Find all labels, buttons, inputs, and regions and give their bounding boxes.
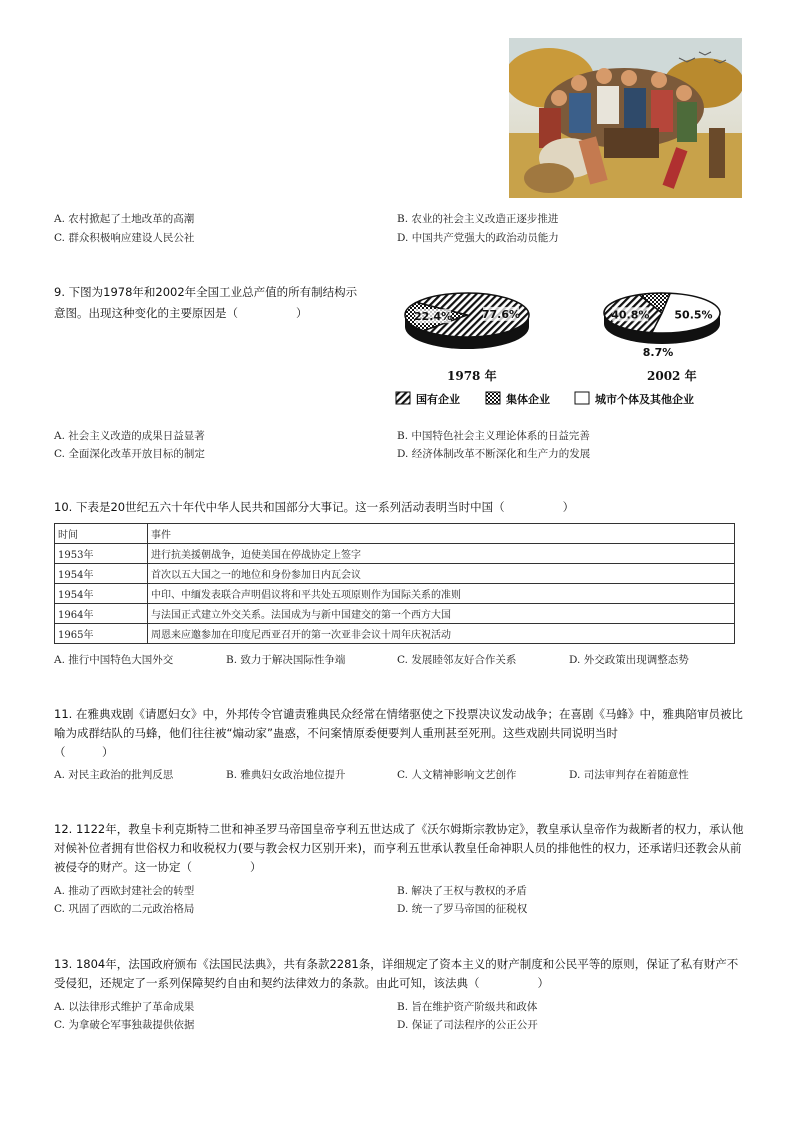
header-event: 事件 xyxy=(148,524,735,544)
q12-option-b: B. 解决了王权与教权的矛盾 xyxy=(397,885,527,897)
q12-stem: 12. 1122年，教皇卡利克斯特二世和神圣罗马帝国皇帝亨利五世达成了《沃尔姆斯宗教协定》，教皇承认皇帝作为裁断者的权力，承认他对候补位者拥有世俗权力和收税权力(要与教会权力区别开来)，而亨利五世承认教皇任命神职人员的排他性的权力，还承诺归还教会从前被侵夺的财产。这一协定（ ） xyxy=(54,822,744,874)
q12-option-d: D. 统一了罗马帝国的征税权 xyxy=(397,903,528,915)
header-time: 时间 xyxy=(55,524,148,544)
q11-option-b: B. 雅典妇女政治地位提升 xyxy=(226,769,346,781)
q8-painting xyxy=(509,38,742,198)
q10-events-table xyxy=(54,523,735,644)
row-time: 1954年 xyxy=(55,584,148,604)
legend-label-collective: 集体企业 xyxy=(506,393,550,406)
pie-slice-label: 77.6% xyxy=(481,307,521,321)
q12-option-c: C. 巩固了西欧的二元政治格局 xyxy=(54,903,195,915)
legend-swatch-collective xyxy=(486,392,500,404)
table-row xyxy=(55,584,735,604)
q9-stem-line1: 9. 下图为1978年和2002年全国工业总产值的所有制结构示 xyxy=(54,285,358,299)
q11-answer-blank: （ ） xyxy=(54,745,114,759)
pie-slice-label: 8.7% xyxy=(642,346,674,359)
q8-option-c: C. 群众积极响应建设人民公社 xyxy=(54,232,195,244)
row-event: 首次以五大国之一的地位和身份参加日内瓦会议 xyxy=(148,564,735,584)
pie-1978-year-label: 1978 年 xyxy=(447,369,497,383)
q10-option-b: B. 致力于解决国际性争端 xyxy=(226,654,346,666)
q13-option-d: D. 保证了司法程序的公正公开 xyxy=(397,1019,538,1031)
q11-option-a: A. 对民主政治的批判反思 xyxy=(54,769,174,781)
q9-option-a: A. 社会主义改造的成果日益显著 xyxy=(54,430,205,442)
row-event: 周恩来应邀参加在印度尼西亚召开的第一次亚非会议十周年庆祝活动 xyxy=(148,624,735,644)
q9-option-c: C. 全面深化改革开放目标的制定 xyxy=(54,448,205,460)
table-row xyxy=(55,624,735,644)
q11-option-d: D. 司法审判存在着随意性 xyxy=(569,769,689,781)
row-time: 1965年 xyxy=(55,624,148,644)
q13-option-b: B. 旨在维护资产阶级共和政体 xyxy=(397,1001,538,1013)
row-time: 1964年 xyxy=(55,604,148,624)
row-event: 进行抗美援朝战争，迫使美国在停战协定上签字 xyxy=(148,544,735,564)
legend-label-state: 国有企业 xyxy=(416,393,460,406)
q8-option-b: B. 农业的社会主义改造正逐步推进 xyxy=(397,213,559,225)
legend-swatch-private xyxy=(575,392,589,404)
q11-option-c: C. 人文精神影响文艺创作 xyxy=(397,769,517,781)
q9-option-d: D. 经济体制改革不断深化和生产力的发展 xyxy=(397,448,591,460)
q13-option-c: C. 为拿破仑军事独裁提供依据 xyxy=(54,1019,195,1031)
q9-pie-chart xyxy=(392,285,737,415)
row-time: 1953年 xyxy=(55,544,148,564)
table-header-row xyxy=(55,524,735,544)
pie-slice-label: 50.5% xyxy=(674,308,713,322)
q10-option-c: C. 发展睦邻友好合作关系 xyxy=(397,654,517,666)
q10-stem: 10. 下表是20世纪五六十年代中华人民共和国部分大事记。这一系列活动表明当时中国（ ） xyxy=(54,500,575,514)
pie-2002-year-label: 2002 年 xyxy=(647,369,697,383)
q9-stem-line2: 意图。出现这种变化的主要原因是（ ） xyxy=(54,306,308,320)
pie-slice-label: 22.4% xyxy=(413,310,453,324)
q12-option-a: A. 推动了西欧封建社会的转型 xyxy=(54,885,195,897)
q8-option-d: D. 中国共产党强大的政治动员能力 xyxy=(397,232,559,244)
table-row xyxy=(55,544,735,564)
legend-swatch-state xyxy=(396,392,410,404)
q13-stem: 13. 1804年，法国政府颁布《法国民法典》，共有条款2281条，详细规定了资本主义的财产制度和公民平等的原则，保证了私有财产不受侵犯，还规定了一系列保障契约自由和契约法律效力的条款。由此可知，该法典（ ） xyxy=(54,957,739,990)
legend-label-private: 城市个体及其他企业 xyxy=(595,393,694,406)
q10-option-a: A. 推行中国特色大国外交 xyxy=(54,654,174,666)
table-row xyxy=(55,604,735,624)
q8-option-a: A. 农村掀起了土地改革的高潮 xyxy=(54,213,195,225)
q11-stem: 11. 在雅典戏剧《请愿妇女》中，外邦传令官谴责雅典民众经常在情绪驱使之下投票决议发动战争；在喜剧《马蜂》中，雅典陪审员被比喻为成群结队的马蜂，他们往往被“煽动家”蛊惑，不问案情原委便要判人重刑甚至死刑。这些戏剧共同说明当时 （ ） xyxy=(54,707,743,759)
row-time: 1954年 xyxy=(55,564,148,584)
q10-option-d: D. 外交政策出现调整态势 xyxy=(569,654,689,666)
row-event: 中印、中缅发表联合声明倡议将和平共处五项原则作为国际关系的准则 xyxy=(148,584,735,604)
pie-slice-label: 40.8% xyxy=(611,308,650,322)
table-row xyxy=(55,564,735,584)
q9-option-b: B. 中国特色社会主义理论体系的日益完善 xyxy=(397,430,590,442)
q13-option-a: A. 以法律形式维护了革命成果 xyxy=(54,1001,195,1013)
row-event: 与法国正式建立外交关系。法国成为与新中国建交的第一个西方大国 xyxy=(148,604,735,624)
q9-stem xyxy=(54,283,374,323)
